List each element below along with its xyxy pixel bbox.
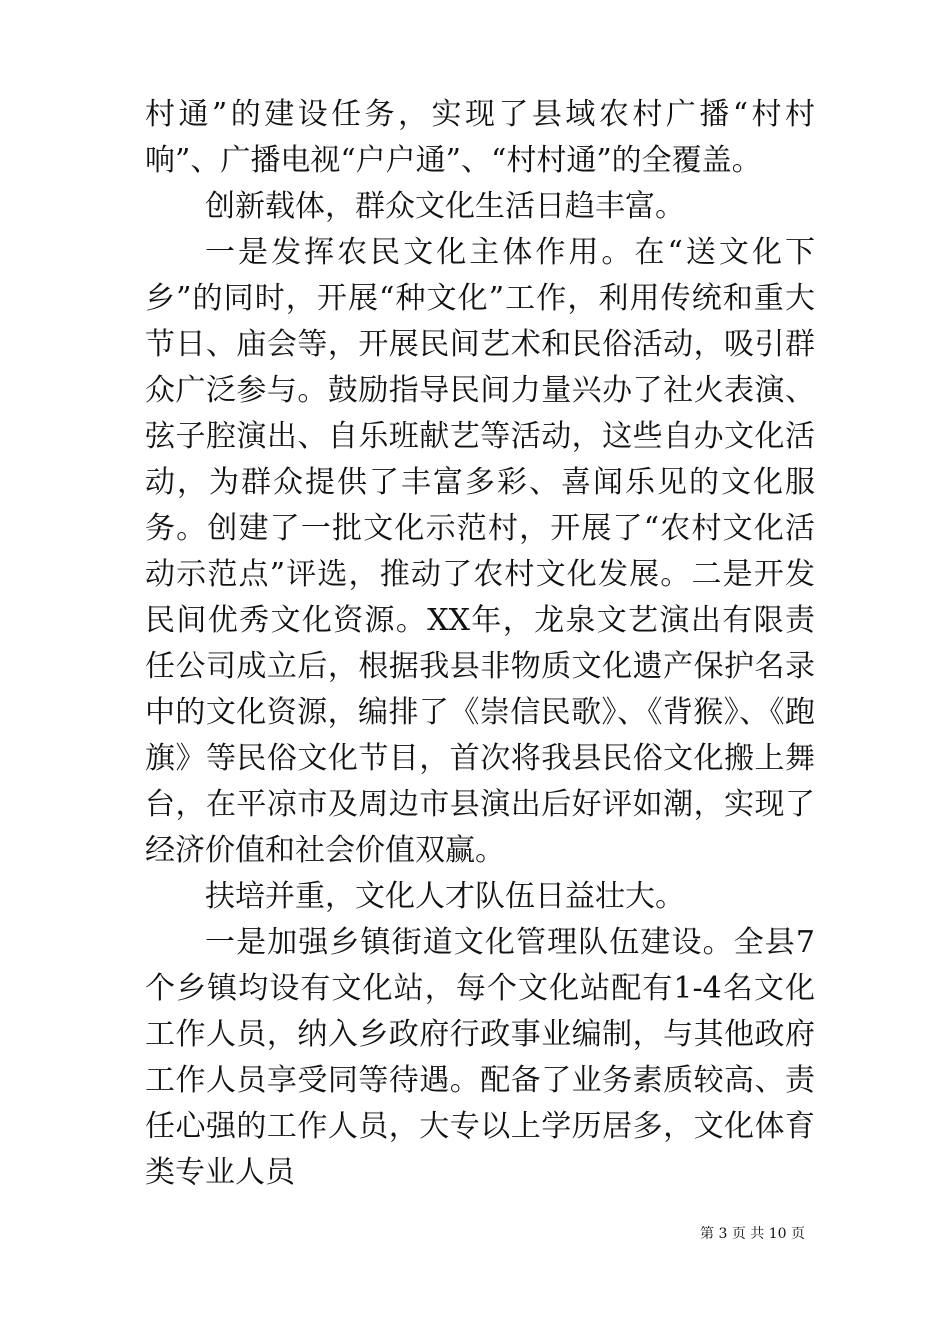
section-heading-talent: 扶培并重，文化人才队伍日益壮大。 — [205, 879, 685, 914]
page-number-footer: 第 3 页 共 10 页 — [700, 1226, 805, 1242]
document-body — [145, 92, 815, 1196]
section-heading-innovation: 创新载体，群众文化生活日趋丰富。 — [205, 189, 685, 224]
paragraph-farmer-culture: 一是发挥农民文化主体作用。在“送文化下乡”的同时，开展“种文化”工作，利用传统和重大节日、庙会等，开展民间艺术和民俗活动，吸引群众广泛参与。鼓励指导民间力量兴办了社火表演、弦子腔演出、自乐班献艺等活动，这些自办文化活动，为群众提供了丰富多彩、喜闻乐见的文化服务。创建了一批文化示范村，开展了“农村文化活动示范点”评选，推动了农村文化发展。二是开发民间优秀文化资源。XX年，龙泉文艺演出有限责任公司成立后，根据我县非物质文化遗产保护名录中的文化资源，编排了《崇信民歌》、《背猴》、《跑旗》等民俗文化节目，首次将我县民俗文化搬上舞台，在平凉市及周边市县演出后好评如潮，实现了经济价值和社会价值双赢。 — [145, 235, 815, 868]
paragraph-continuation: 村通”的建设任务，实现了县域农村广播“村村响”、广播电视“户户通”、“村村通”的全覆盖。 — [145, 97, 815, 178]
paragraph-township-staff: 一是加强乡镇街道文化管理队伍建设。全县7个乡镇均设有文化站，每个文化站配有1-4名文化工作人员，纳入乡政府行政事业编制，与其他政府工作人员享受同等待遇。配备了业务素质较高、责任心强的工作人员，大专以上学历居多，文化体育类专业人员 — [145, 925, 815, 1190]
